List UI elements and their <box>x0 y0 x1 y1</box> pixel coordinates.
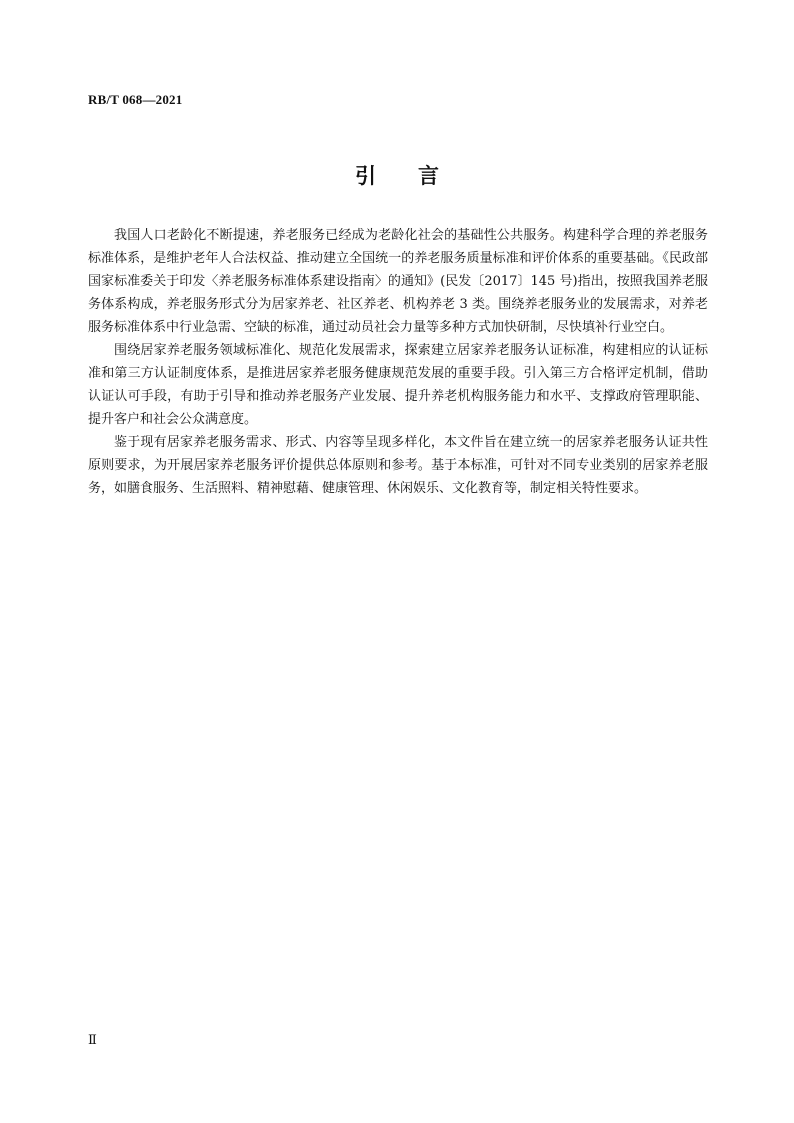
paragraph-2: 围绕居家养老服务领域标准化、规范化发展需求，探索建立居家养老服务认证标准，构建相应的认证标准和第三方认证制度体系，是推进居家养老服务健康规范发展的重要手段。引入第三方合格评定机制，借助认证认可手段，有助于引导和推动养老服务产业发展、提升养老机构服务能力和水平、支撑政府管理职能、提升客户和社会公众满意度。 <box>88 343 708 427</box>
page-number: Ⅱ <box>88 1032 97 1047</box>
paragraph-3: 鉴于现有居家养老服务需求、形式、内容等呈现多样化，本文件旨在建立统一的居家养老服务认证共性原则要求，为开展居家养老服务评价提供总体原则和参考。基于本标准，可针对不同专业类别的居家养老服务，如膳食服务、生活照料、精神慰藉、健康管理、休闲娱乐、文化教育等，制定相关特性要求。 <box>88 435 708 496</box>
page-title <box>0 160 794 190</box>
introduction-body <box>88 224 722 500</box>
title-char-1: 引 <box>355 164 376 188</box>
document-code: RB/T 068—2021 <box>88 92 183 107</box>
paragraph-1: 我国人口老龄化不断提速，养老服务已经成为老龄化社会的基础性公共服务。构建科学合理的养老服务标准体系，是维护老年人合法权益、推动建立全国统一的养老服务质量标准和评价体系的重要基础。《民政部 国家标准委关于印发〈养老服务标准体系建设指南〉的通知》(民发〔2017〕145 号)指出，按照我国养老服务体系构成，养老服务形式分为居家养老、社区养老、机构养老 3 类。围绕养老服务业的发展需求，对养老服务标准体系中行业急需、空缺的标准，通过动员社会力量等多种方式加快研制，尽快填补行业空白。 <box>88 228 722 335</box>
title-char-2: 言 <box>418 164 439 188</box>
